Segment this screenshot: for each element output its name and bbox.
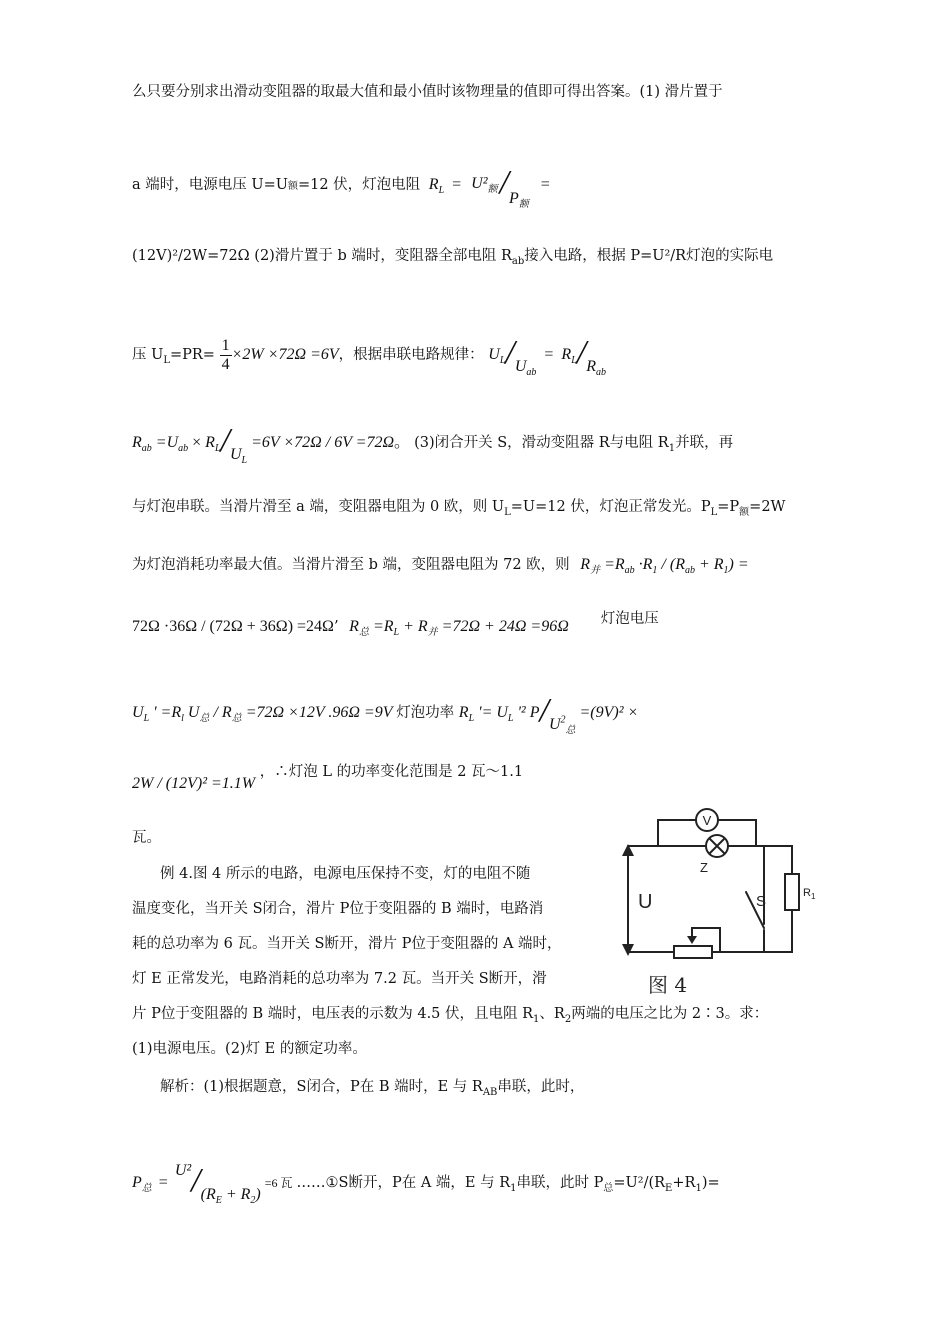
paragraph-text: 么只要分别求出滑动变阻器的取最大值和最小值时该物理量的值即可得出答案。(1) 滑片置于 [132,84,723,100]
text-line [132,688,639,737]
text-line [132,244,773,267]
paragraph-text: =PR= [169,347,215,363]
text-line [132,330,606,379]
formula-ratio: $U_L/U_{ab} = R_L/R_{ab}$ [488,334,606,379]
text-line [132,1037,367,1058]
paragraph-text: 耗的总功率为 6 瓦。当开关 S断开，滑片 P位于变阻器的 A 端时， [132,936,562,952]
voltmeter-wire-left [658,820,696,846]
circuit-diagram [616,800,816,1010]
formula-ul: ×2W ×72Ω =6V [231,346,339,363]
text-line: 片 P位于变阻器的 B 端时，电压表的示数为 4.5 伏，且电阻 $R_1$、$R_2$两端的电压之比为 2∶3。求： [132,1006,769,1025]
paragraph-text: ……①S断开，P在 A 端，E 与 R [296,1175,511,1191]
text-line: 与灯泡串联。当滑片滑至 a 端，变阻器电阻为 0 欧，则 $U_L=U=12$ 伏，灯泡正常发光。$P_L=P_额=2W$ [132,499,786,518]
paragraph-text: (12V)²/2W=72Ω (2)滑片置于 b 端时，变阻器全部电阻 R [132,248,512,264]
subscript: 额 [287,181,298,192]
subscript: 1 [668,442,676,454]
fraction: $\frac{1}{4}$ [221,336,230,373]
text-line [132,826,161,847]
formula-pl: $R_L$ '= $U_L$ '² $P/U^2_总 =(9V)^2$ × [458,692,639,737]
formula-pzong: $P_总 = U^2/(R_E + R_2) =6$ 瓦 [132,1162,293,1207]
lamp-label: Z [700,860,708,875]
formula-rzong: $R_总 =R_L + R_并 =72\Omega + 24\Omega =96\Omega$ [349,618,569,639]
circuit-diagram-figure [616,800,816,1010]
text-line [132,760,524,792]
subscript: ab [511,255,525,267]
resistor-r1-icon [785,874,799,910]
paragraph-text: (3)闭合开关 S，滑动变阻器 R与电阻 R [414,435,669,451]
voltmeter-label: V [702,813,712,828]
resistor-label: $R_1$ [803,887,816,901]
text-line: 72Ω ·36Ω / (72Ω + 36Ω) =24Ω’ $R_总 =R_L + R_并 =72\Omega + 24\Omega =96\Omega$ 灯泡电压 [132,611,659,639]
text-line [132,932,562,953]
paragraph-text: 瓦。 [132,830,161,846]
paragraph-text: =12 伏，灯泡电阻 [297,177,421,193]
rheostat-icon [674,946,712,958]
text-line [132,418,734,467]
text-line [160,862,530,883]
r1-wire-top [764,846,792,874]
formula-rbing: $R_并 =R_{ab} \cdot R_1 / (R_{ab} + R_1)$ = [580,556,749,577]
switch-label: S [756,893,767,910]
paragraph-text: 例 4.图 4 所示的电路，电源电压保持不变，灯的电阻不随 [160,866,531,882]
formula-ul2: $U_L$ ' $=R_l$ $U_总 / R_总 =72\Omega \times 12V$ .96Ω =9V [132,704,393,725]
paragraph-text: (1)电源电压。(2)灯 E 的额定功率。 [132,1041,367,1057]
paragraph-text: 为灯泡消耗功率最大值。当滑片滑至 b 端，变阻器电阻为 72 欧，则 [132,557,570,573]
formula-pl-cont: 2W / (12V)² =1.1W [132,775,256,792]
r1-wire-bottom [764,910,792,952]
paragraph-text: ，根据串联电路规律： [338,347,484,363]
formula-rab: $R_{ab} =U_{ab} \times R_L/U_L =6V \times 72\Omega / 6V =72\Omega$。 [132,422,411,467]
text-line [132,160,550,211]
subscript: L [163,354,170,366]
text-line [132,553,749,576]
paragraph-text: 接入电路，根据 P=U²/R灯泡的实际电 [524,248,774,264]
paragraph-text: 解析：(1)根据题意，S闭合，P在 B 端时，E 与 R [160,1079,483,1095]
paragraph-text: ，∴灯泡 L 的功率变化范围是 2 瓦～1.1 [259,764,524,780]
paragraph-text: 与灯泡串联。当滑片滑至 a 端，变阻器电阻为 0 欧，则 U [132,499,505,515]
text-line: $P_总 = U^2/(R_E + R_2) =6$ 瓦 ……①S断开，P在 A 端，E 与 $R_1$串联，此时 $P_总=U^2/(R_E+R_1)=$ [132,1162,720,1207]
figure-caption: 图 4 [648,973,688,997]
text-line [132,967,547,988]
source-label: U [638,891,653,913]
paragraph-text: 灯 E 正常发光，电路消耗的总功率为 7.2 瓦。当开关 S断开，滑 [132,971,547,987]
text-line: 解析：(1)根据题意，S闭合，P在 B 端时，E 与 $R_{AB}$串联，此时， [160,1079,585,1098]
text-line [132,80,723,101]
text-line [132,897,543,918]
paragraph-text: 片 P位于变阻器的 B 端时，电压表的示数为 4.5 伏，且电阻 R [132,1006,534,1022]
paragraph-text: 灯泡电压 [600,611,659,627]
arrow-down-icon [622,944,634,956]
formula-rl: $R_L$ = $U^2_额$ $/P_额$ = [428,164,550,211]
paragraph-text: 并联，再 [675,435,734,451]
paragraph-text: 压 U [132,347,164,363]
slider-arrow-icon [687,936,697,944]
formula-calc: 72Ω ·36Ω / (72Ω + 36Ω) =24Ω [132,618,334,635]
paragraph-text: 灯泡功率 [396,705,455,721]
paragraph-text: 温度变化，当开关 S闭合，滑片 P位于变阻器的 B 端时，电路消 [132,901,544,917]
paragraph-text: a 端时，电源电压 U=U [132,177,288,193]
